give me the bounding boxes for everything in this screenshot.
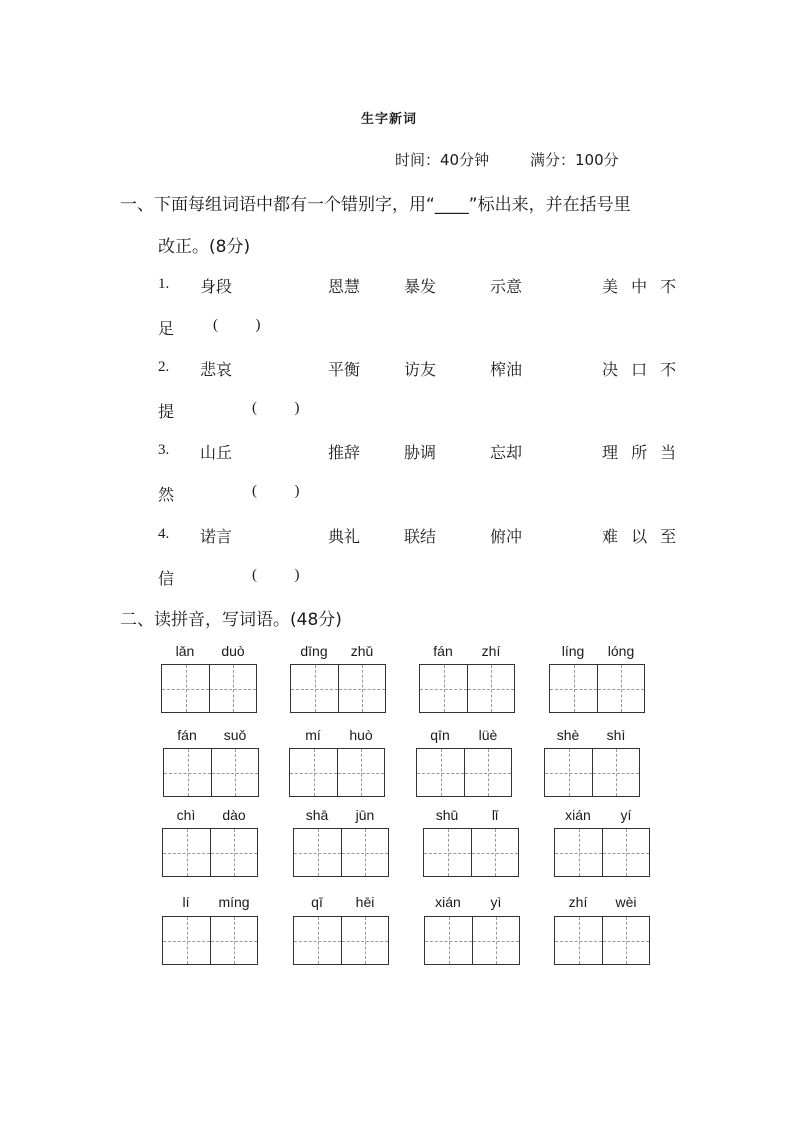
pinyin-syllable: fán [177, 727, 197, 743]
pinyin-syllable: duò [221, 643, 245, 659]
pinyin-syllable: lǎn [175, 643, 195, 659]
pinyin-syllable: zhí [568, 894, 588, 910]
writing-grid[interactable] [293, 828, 389, 877]
writing-grid[interactable] [161, 664, 257, 713]
writing-grid[interactable] [162, 828, 258, 877]
pinyin-syllable: líng [561, 643, 585, 659]
pinyin-syllable: dīng [300, 643, 328, 659]
writing-cell[interactable] [290, 749, 337, 796]
writing-grid[interactable] [290, 664, 386, 713]
time-limit: 时间：40分钟 [395, 151, 490, 169]
writing-cell[interactable] [550, 665, 597, 712]
section1-heading-cont: 改正。(8分) [158, 237, 251, 257]
answer-parentheses[interactable]: ( ) [252, 567, 300, 583]
writing-cell[interactable] [162, 665, 209, 712]
writing-cell[interactable] [163, 917, 210, 964]
option-word: 平衡 [328, 360, 361, 379]
item-number: 2. [158, 359, 170, 375]
writing-cell[interactable] [425, 917, 472, 964]
option-word: 恩慧 [328, 277, 361, 296]
pinyin-syllable: huò [349, 727, 373, 743]
writing-cell[interactable] [602, 917, 649, 964]
pinyin-syllable: lüè [478, 727, 498, 743]
writing-cell[interactable] [338, 665, 385, 712]
writing-cell[interactable] [555, 917, 602, 964]
option-word: 忘却 [490, 443, 523, 462]
section2-heading: 二、读拼音，写词语。(48分) [120, 610, 342, 630]
writing-cell[interactable] [210, 829, 257, 876]
writing-cell[interactable] [211, 749, 258, 796]
pinyin-syllable: chì [176, 807, 196, 823]
writing-grid[interactable] [549, 664, 645, 713]
option-word: 暴发 [404, 277, 437, 296]
option-word: 典礼 [328, 527, 361, 546]
option-word: 榨油 [490, 360, 523, 379]
writing-grid[interactable] [544, 748, 640, 797]
option-word: 俯冲 [490, 527, 523, 546]
writing-cell[interactable] [592, 749, 639, 796]
pinyin-syllable: lóng [607, 643, 635, 659]
writing-grid[interactable] [162, 916, 258, 965]
option-word: 推辞 [328, 443, 361, 462]
writing-cell[interactable] [341, 829, 388, 876]
pinyin-syllable: shū [435, 807, 459, 823]
writing-grid[interactable] [424, 916, 520, 965]
pinyin-syllable: zhǔ [350, 643, 374, 659]
full-score: 满分：100分 [530, 151, 619, 169]
pinyin-syllable: xián [565, 807, 591, 823]
pinyin-syllable: xián [435, 894, 461, 910]
writing-cell[interactable] [291, 665, 338, 712]
pinyin-syllable: míng [218, 894, 250, 910]
item-number: 3. [158, 442, 170, 458]
option-word: 诺言 [200, 527, 233, 546]
pinyin-syllable: zhí [481, 643, 501, 659]
answer-parentheses[interactable]: ( ) [252, 400, 300, 416]
writing-cell[interactable] [417, 749, 464, 796]
writing-grid[interactable] [416, 748, 512, 797]
option-word: 悲哀 [200, 360, 233, 379]
answer-parentheses[interactable]: ( ) [252, 483, 300, 499]
writing-cell[interactable] [163, 829, 210, 876]
pinyin-syllable: suǒ [223, 727, 247, 743]
option-idiom: 理 所 当 [602, 443, 681, 462]
pinyin-syllable: mí [305, 727, 321, 743]
pinyin-syllable: qī [311, 894, 323, 910]
pinyin-syllable: shè [556, 727, 580, 743]
writing-grid[interactable] [423, 828, 519, 877]
writing-grid[interactable] [163, 748, 259, 797]
option-idiom-cont: 提 [158, 402, 175, 421]
writing-grid[interactable] [419, 664, 515, 713]
writing-cell[interactable] [472, 917, 519, 964]
option-word: 身段 [200, 277, 233, 296]
writing-cell[interactable] [597, 665, 644, 712]
writing-cell[interactable] [164, 749, 211, 796]
pinyin-syllable: shā [305, 807, 329, 823]
writing-grid[interactable] [293, 916, 389, 965]
option-word: 访友 [404, 360, 437, 379]
pinyin-syllable: jūn [355, 807, 375, 823]
answer-parentheses[interactable]: ( ) [213, 317, 261, 333]
pinyin-syllable: yí [620, 807, 632, 823]
writing-cell[interactable] [555, 829, 602, 876]
writing-cell[interactable] [602, 829, 649, 876]
option-word: 山丘 [200, 443, 233, 462]
writing-cell[interactable] [420, 665, 467, 712]
writing-cell[interactable] [210, 917, 257, 964]
writing-grid[interactable] [289, 748, 385, 797]
item-number: 4. [158, 526, 170, 542]
page-title: 生字新词 [361, 112, 418, 127]
writing-cell[interactable] [464, 749, 511, 796]
pinyin-syllable: lǐ [491, 807, 499, 823]
item-number: 1. [158, 276, 170, 292]
pinyin-syllable: dào [222, 807, 246, 823]
writing-cell[interactable] [341, 917, 388, 964]
option-idiom-cont: 信 [158, 569, 175, 588]
writing-cell[interactable] [545, 749, 592, 796]
option-word: 胁调 [404, 443, 437, 462]
writing-cell[interactable] [209, 665, 256, 712]
pinyin-syllable: qīn [430, 727, 450, 743]
pinyin-syllable: yì [490, 894, 502, 910]
writing-cell[interactable] [467, 665, 514, 712]
option-word: 示意 [490, 277, 523, 296]
pinyin-syllable: fán [433, 643, 453, 659]
pinyin-syllable: hēi [355, 894, 375, 910]
writing-cell[interactable] [424, 829, 471, 876]
option-idiom-cont: 然 [158, 485, 175, 504]
option-idiom: 难 以 至 [602, 527, 681, 546]
option-word: 联结 [404, 527, 437, 546]
writing-cell[interactable] [471, 829, 518, 876]
writing-grid[interactable] [554, 828, 650, 877]
option-idiom: 决 口 不 [602, 360, 681, 379]
pinyin-syllable: wèi [615, 894, 637, 910]
pinyin-syllable: shì [606, 727, 626, 743]
section1-heading: 一、下面每组词语中都有一个错别字，用“____”标出来，并在括号里 [120, 195, 631, 215]
pinyin-syllable: lí [182, 894, 190, 910]
writing-cell[interactable] [294, 917, 341, 964]
writing-cell[interactable] [337, 749, 384, 796]
option-idiom-cont: 足 [158, 319, 175, 338]
writing-grid[interactable] [554, 916, 650, 965]
writing-cell[interactable] [294, 829, 341, 876]
option-idiom: 美 中 不 [602, 277, 681, 296]
